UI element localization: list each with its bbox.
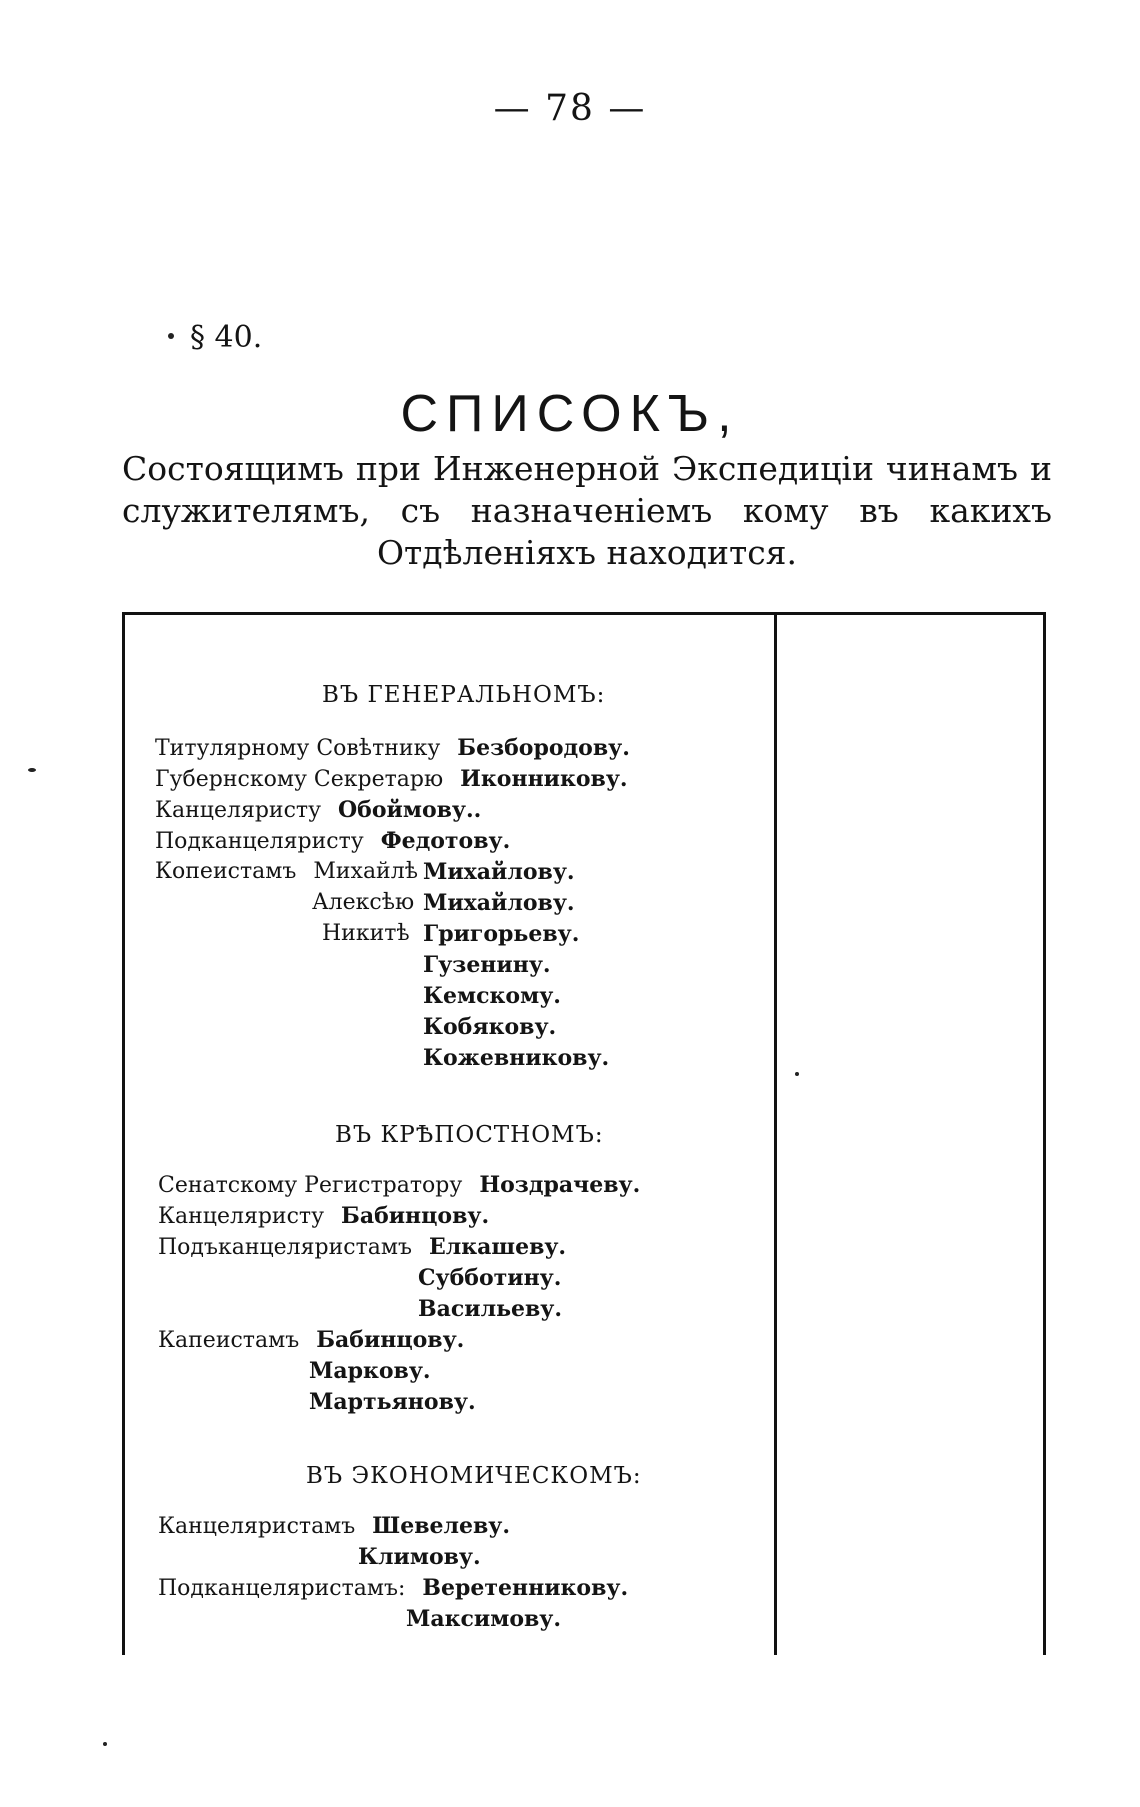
rank: Канцеляристу bbox=[155, 798, 322, 823]
rank: Титулярному Совѣтнику bbox=[155, 736, 441, 761]
rank: Сенатскому Регистратору bbox=[158, 1173, 463, 1198]
list-item bbox=[155, 766, 628, 792]
surname: Обоймову.. bbox=[338, 797, 482, 823]
list-item bbox=[158, 1327, 464, 1353]
surname: Климову. bbox=[358, 1544, 481, 1570]
rank: Копеистамъ bbox=[155, 859, 297, 884]
surname: Федотову. bbox=[380, 828, 511, 854]
print-speck bbox=[28, 768, 36, 772]
surname: Кобякову. bbox=[423, 1014, 557, 1040]
first-name: Алексѣю bbox=[312, 890, 415, 915]
surname: Васильеву. bbox=[418, 1296, 563, 1322]
rank: Подканцеляристамъ: bbox=[158, 1576, 406, 1601]
list-item bbox=[155, 735, 630, 761]
surname: Бабинцову. bbox=[316, 1327, 465, 1353]
rank: Подканцеляристу bbox=[155, 829, 364, 854]
surname: Елкашеву. bbox=[429, 1234, 567, 1260]
list-item bbox=[158, 1172, 640, 1198]
print-speck bbox=[103, 1742, 107, 1746]
surname: Субботину. bbox=[418, 1265, 562, 1291]
surname: Безбородову. bbox=[457, 735, 630, 761]
department-heading: ВЪ КРѢПОСТНОМЪ: bbox=[335, 1122, 604, 1148]
list-item bbox=[158, 1203, 489, 1229]
surname: Кожевникову. bbox=[423, 1045, 610, 1071]
rank: Канцеляристу bbox=[158, 1204, 325, 1229]
list-item bbox=[155, 797, 481, 823]
print-speck bbox=[168, 333, 174, 339]
page-number: — 78 — bbox=[493, 88, 647, 129]
frame-middle-rule bbox=[774, 615, 777, 1655]
list-item bbox=[158, 1234, 566, 1260]
surname: Гузенину. bbox=[423, 952, 551, 978]
rank: Губернскому Секретарю bbox=[155, 767, 444, 792]
list-item bbox=[158, 1513, 510, 1539]
surname: Григорьеву. bbox=[423, 921, 580, 947]
surname: Маркову. bbox=[309, 1358, 431, 1384]
surname: Михайлову. bbox=[423, 890, 575, 916]
print-speck bbox=[795, 1072, 799, 1076]
frame-left-rule bbox=[122, 615, 125, 1655]
rank: Капеистамъ bbox=[158, 1328, 300, 1353]
surname: Ноздрачеву. bbox=[479, 1172, 641, 1198]
subtitle: Состоящимъ при Инженерной Экспедиціи чинамъ и служителямъ, съ назначеніемъ кому въ какихъ Отдѣленіяхъ находится. bbox=[122, 449, 1052, 572]
list-item bbox=[155, 828, 510, 854]
first-name: Михайлѣ bbox=[313, 859, 418, 884]
list-item bbox=[155, 859, 418, 884]
surname: Михайлову. bbox=[423, 859, 575, 885]
list-item bbox=[158, 1575, 628, 1601]
surname: Кемскому. bbox=[423, 983, 561, 1009]
surname: Мартьянову. bbox=[309, 1389, 476, 1415]
frame-right-rule bbox=[1043, 615, 1046, 1655]
rank: Подъканцеляристамъ bbox=[158, 1235, 412, 1260]
department-heading: ВЪ ГЕНЕРАЛЬНОМЪ: bbox=[322, 682, 606, 708]
surname: Максимову. bbox=[406, 1606, 562, 1632]
page-title: СПИСОКЪ, bbox=[400, 385, 740, 443]
section-number: § 40. bbox=[190, 320, 263, 355]
surname: Шевелеву. bbox=[372, 1513, 511, 1539]
surname: Иконникову. bbox=[460, 766, 628, 792]
surname: Бабинцову. bbox=[341, 1203, 490, 1229]
rank: Канцеляристамъ bbox=[158, 1514, 356, 1539]
department-heading: ВЪ ЭКОНОМИЧЕСКОМЪ: bbox=[306, 1463, 642, 1489]
first-name: Никитѣ bbox=[322, 921, 410, 946]
surname: Веретенникову. bbox=[422, 1575, 629, 1601]
